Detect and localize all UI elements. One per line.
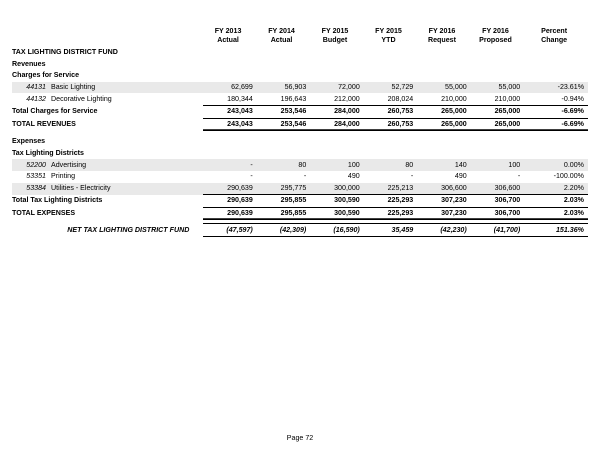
table-cell — [364, 47, 417, 59]
table-cell: 290,639 — [203, 207, 256, 220]
net-rule-row — [12, 236, 588, 237]
table-cell: 151.36% — [524, 224, 588, 237]
column-header-fy2016-request — [417, 22, 470, 47]
table-cell: 56,903 — [257, 82, 310, 94]
table-cell: -0.94% — [561, 94, 584, 103]
table-cell: 2.03% — [524, 207, 588, 220]
row-label-cell: TOTAL EXPENSES — [12, 208, 76, 217]
table-cell: 265,000 — [417, 118, 470, 131]
column-header-line1: FY 2016 — [482, 26, 509, 35]
table-cell: 295,775 — [257, 183, 310, 195]
table-cell: 306,600 — [471, 183, 524, 195]
table-cell: 265,000 — [417, 105, 470, 118]
table-cell: -23.61% — [524, 82, 588, 94]
account-code: 44131 — [26, 83, 46, 92]
table-cell: 290,639 — [203, 195, 256, 208]
row-label-cell: Total Charges for Service — [12, 107, 98, 116]
row-label-cell: NET TAX LIGHTING DISTRICT FUND — [67, 225, 190, 234]
table-cell — [471, 59, 524, 71]
table-cell: 225,213 — [364, 183, 417, 195]
table-header-row — [12, 22, 588, 47]
row-label-cell: Charges for Service — [12, 71, 80, 80]
row-label-cell — [12, 82, 203, 94]
table-cell — [417, 47, 470, 59]
table-cell — [364, 148, 417, 160]
table-cell: - — [303, 172, 307, 181]
table-cell: -6.69% — [524, 118, 588, 131]
row-label-cell: Revenues — [12, 59, 46, 68]
table-cell: 300,590 — [310, 195, 363, 208]
column-header-line2: Request — [427, 35, 456, 44]
account-name: Basic Lighting — [51, 83, 96, 92]
table-cell — [257, 136, 310, 148]
table-cell — [364, 70, 417, 82]
table-cell: 196,643 — [280, 94, 307, 103]
table-cell: 55,000 — [417, 82, 470, 94]
table-body — [12, 47, 588, 237]
table-cell — [524, 70, 588, 82]
table-cell: 284,000 — [310, 118, 363, 131]
table-cell: 212,000 — [334, 94, 360, 103]
table-cell — [257, 70, 310, 82]
row-label-cell: TAX LIGHTING DISTRICT FUND — [12, 48, 118, 57]
column-header-line2: Actual — [270, 35, 293, 44]
account-name: Advertising — [51, 160, 87, 169]
column-header-fy2013-actual — [203, 22, 256, 47]
account-name: Decorative Lighting — [51, 94, 112, 103]
table-row — [12, 171, 588, 183]
table-cell — [524, 47, 588, 59]
table-cell: 140 — [417, 159, 470, 171]
table-cell — [203, 70, 256, 82]
table-cell: 225,293 — [364, 195, 417, 208]
table-row — [12, 118, 588, 131]
row-label-cell — [12, 159, 203, 171]
table-cell — [310, 136, 363, 148]
table-row — [12, 195, 588, 208]
column-header-line1: FY 2015 — [375, 26, 402, 35]
table-cell: 306,600 — [417, 183, 470, 195]
account-name: Utilities - Electricity — [51, 184, 111, 193]
table-cell: 265,000 — [471, 105, 524, 118]
table-cell: (47,597) — [203, 224, 256, 237]
column-header-line1: FY 2015 — [321, 26, 349, 35]
table-row — [12, 183, 588, 195]
table-cell: 290,639 — [203, 183, 256, 195]
table-cell: 52,729 — [364, 82, 417, 94]
table-cell — [310, 59, 363, 71]
table-cell: 300,590 — [310, 207, 363, 220]
table-cell: 100 — [471, 159, 524, 171]
table-cell: 253,546 — [257, 118, 310, 131]
table-cell — [257, 59, 310, 71]
column-header-line1: FY 2016 — [428, 26, 456, 35]
table-cell: 225,293 — [364, 207, 417, 220]
row-label-cell: Total Tax Lighting Districts — [12, 196, 103, 205]
table-cell: 243,043 — [203, 118, 256, 131]
table-row — [12, 105, 588, 118]
table-cell: - — [203, 159, 256, 171]
table-cell: 260,753 — [364, 118, 417, 131]
table-cell — [471, 136, 524, 148]
table-row — [12, 148, 588, 160]
table-cell — [203, 148, 256, 160]
table-cell: 80 — [257, 159, 310, 171]
column-header-line2: Actual — [217, 35, 239, 44]
table-row — [12, 224, 588, 237]
table-cell: 306,700 — [471, 207, 524, 220]
table-cell: 295,855 — [257, 207, 310, 220]
column-header-line2: Change — [541, 35, 568, 44]
table-cell — [471, 47, 524, 59]
table-cell: (42,309) — [257, 224, 310, 237]
column-header-line2: Proposed — [479, 35, 512, 44]
table-cell: 35,459 — [364, 224, 417, 237]
table-cell: 210,000 — [494, 94, 521, 103]
table-cell: 307,230 — [417, 195, 470, 208]
table-cell — [203, 47, 256, 59]
row-label-cell — [12, 93, 203, 105]
column-header-fy2016-proposed — [471, 22, 524, 47]
table-cell — [257, 148, 310, 160]
table-cell — [471, 70, 524, 82]
column-header-percent-change — [524, 22, 588, 47]
table-cell — [417, 70, 470, 82]
table-cell: 243,043 — [203, 105, 256, 118]
table-cell: 62,699 — [203, 82, 256, 94]
table-cell: 307,230 — [417, 207, 470, 220]
table-cell — [524, 59, 588, 71]
table-cell: 210,000 — [441, 94, 467, 103]
table-cell: 0.00% — [524, 159, 588, 171]
column-header-line2: Budget — [322, 35, 348, 44]
table-cell: - — [410, 172, 414, 181]
table-cell — [471, 148, 524, 160]
account-code: 52200 — [26, 160, 46, 169]
row-label-cell — [12, 171, 203, 183]
account-code: 53351 — [26, 172, 46, 181]
table-cell — [310, 70, 363, 82]
table-cell: - — [250, 172, 253, 181]
table-cell: 72,000 — [310, 82, 363, 94]
table-cell: -100.00% — [553, 172, 584, 181]
table-cell: 2.20% — [524, 183, 588, 195]
table-cell: 295,855 — [257, 195, 310, 208]
table-cell: 490 — [454, 172, 467, 181]
table-cell — [524, 136, 588, 148]
column-header-line1: FY 2014 — [268, 26, 295, 35]
table-cell: 253,546 — [257, 105, 310, 118]
budget-table — [12, 22, 588, 237]
table-row — [12, 136, 588, 148]
table-cell: 55,000 — [471, 82, 524, 94]
table-cell: (41,700) — [471, 224, 524, 237]
table-cell — [310, 148, 363, 160]
row-label-cell: Expenses — [12, 137, 46, 146]
table-cell — [417, 136, 470, 148]
column-header-label — [12, 22, 203, 47]
table-cell — [203, 59, 256, 71]
row-label-cell — [12, 183, 203, 195]
table-cell: 300,000 — [310, 183, 363, 195]
table-row — [12, 159, 588, 171]
table-cell: 265,000 — [471, 118, 524, 131]
table-row — [12, 47, 588, 59]
table-cell — [203, 136, 256, 148]
table-row — [12, 207, 588, 220]
table-cell — [364, 136, 417, 148]
table-cell: 260,753 — [364, 105, 417, 118]
table-cell — [524, 148, 588, 160]
table-header — [12, 22, 588, 47]
page-footer: Page 72 — [286, 434, 314, 442]
table-cell: 180,344 — [227, 94, 253, 103]
table-row — [12, 82, 588, 94]
row-label-cell: Tax Lighting Districts — [12, 149, 84, 157]
net-rule-pad — [12, 236, 203, 237]
account-name: Printing — [51, 172, 76, 181]
table-row — [12, 93, 588, 105]
table-cell: 2.03% — [524, 195, 588, 208]
column-header-fy2015-budget — [310, 22, 363, 47]
table-cell: 490 — [347, 172, 360, 181]
table-cell — [257, 47, 310, 59]
account-code: 53384 — [26, 184, 46, 193]
account-code: 44132 — [26, 94, 46, 103]
table-row — [12, 59, 588, 71]
column-header-fy2014-actual — [257, 22, 310, 47]
table-row — [12, 70, 588, 82]
table-cell: (16,590) — [310, 224, 363, 237]
table-cell: 80 — [364, 159, 417, 171]
table-cell — [310, 47, 363, 59]
column-header-fy2015-ytd — [364, 22, 417, 47]
table-cell — [417, 148, 470, 160]
table-cell: (42,230) — [417, 224, 470, 237]
net-rule — [203, 236, 588, 237]
table-cell: 208,024 — [387, 94, 414, 103]
column-header-line1: FY 2013 — [214, 26, 242, 35]
table-cell — [417, 59, 470, 71]
table-cell — [364, 59, 417, 71]
table-cell: 306,700 — [471, 195, 524, 208]
table-cell: 100 — [310, 159, 363, 171]
column-header-line1: Percent — [541, 26, 568, 35]
table-cell: 284,000 — [310, 105, 363, 118]
table-cell: -6.69% — [524, 105, 588, 118]
column-header-line2: YTD — [381, 35, 396, 44]
table-cell: - — [517, 172, 521, 181]
row-label-cell: TOTAL REVENUES — [12, 119, 76, 128]
